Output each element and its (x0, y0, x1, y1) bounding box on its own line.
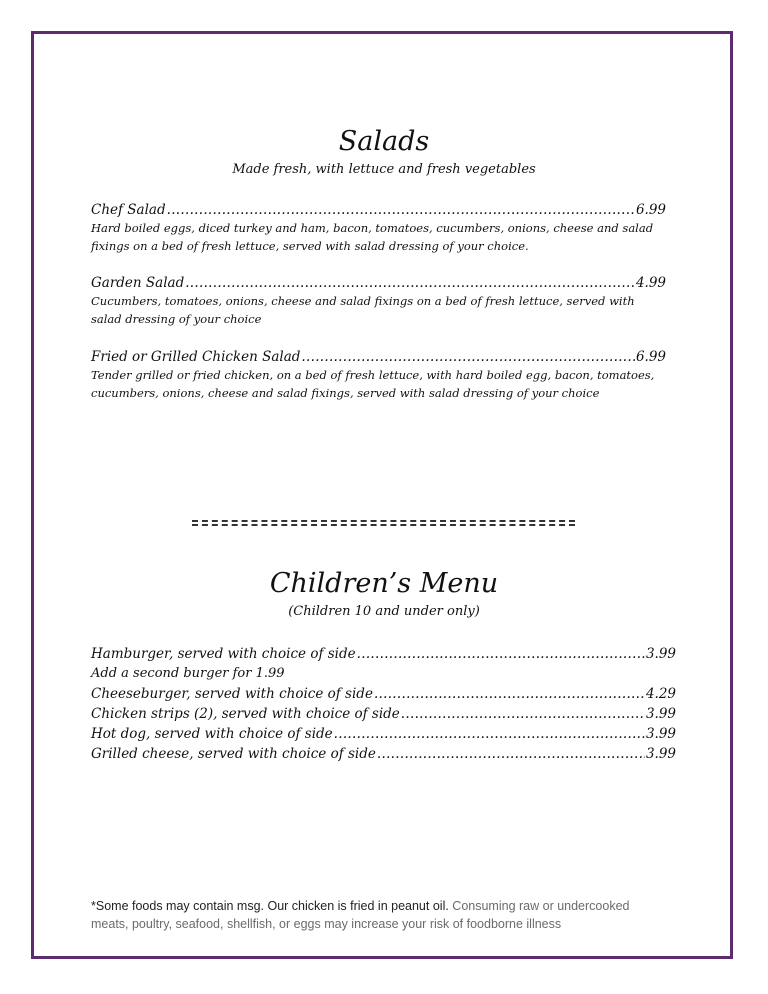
leader-dots (167, 202, 635, 218)
item-price: 3.99 (645, 646, 676, 662)
allergy-notice (91, 897, 671, 933)
menu-item-hamburger (91, 646, 676, 662)
leader-dots (401, 706, 645, 722)
leader-dots (185, 275, 635, 291)
addon-note: Add a second burger for 1.99 (91, 666, 285, 681)
item-name: Hot dog, served with choice of side (91, 726, 333, 742)
menu-item-cheeseburger (91, 686, 676, 702)
item-name: Chef Salad (91, 202, 166, 218)
salads-subtitle: Made fresh, with lettuce and fresh vegetables (232, 162, 536, 177)
item-description: Cucumbers, tomatoes, onions, cheese and salad fixings on a bed of fresh lettuce, served with salad dressing of your choice (91, 294, 635, 326)
raw-food-warning-start: Consuming raw or undercooked (452, 899, 630, 913)
raw-food-warning-rest: meats, poultry, seafood, shellfish, or eggs may increase your risk of foodborne illness (91, 917, 562, 931)
item-name: Fried or Grilled Chicken Salad (91, 349, 301, 365)
msg-peanut-notice: *Some foods may contain msg. Our chicken is fried in peanut oil. (91, 899, 449, 913)
menu-item-grilled-cheese (91, 746, 676, 762)
item-price: 4.99 (635, 275, 666, 291)
item-name: Chicken strips (2), served with choice of side (91, 706, 400, 722)
menu-item-chicken-strips (91, 706, 676, 722)
leader-dots (357, 646, 645, 662)
item-name: Hamburger, served with choice of side (91, 646, 356, 662)
menu-item-hot-dog (91, 726, 676, 742)
menu-item-garden-salad (91, 275, 666, 328)
menu-item-chef-salad (91, 202, 666, 255)
item-price: 3.99 (645, 726, 676, 742)
item-price: 3.99 (645, 746, 676, 762)
section-divider (192, 520, 575, 526)
item-name: Garden Salad (91, 275, 185, 291)
item-price: 4.29 (645, 686, 676, 702)
leader-dots (301, 349, 635, 365)
childrens-menu-subtitle: (Children 10 and under only) (288, 604, 480, 619)
item-name: Grilled cheese, served with choice of side (91, 746, 376, 762)
item-description: Tender grilled or fried chicken, on a bed of fresh lettuce, with hard boiled egg, bacon, tomatoes, cucumbers, onions, cheese and salad fixings, served with salad dressing of your choice (91, 368, 655, 400)
leader-dots (334, 726, 645, 742)
menu-item-chicken-salad (91, 349, 666, 402)
salads-title: Salads (338, 126, 430, 157)
leader-dots (377, 746, 645, 762)
childrens-menu-title: Children’s Menu (269, 568, 499, 599)
item-name: Cheeseburger, served with choice of side (91, 686, 373, 702)
item-price: 3.99 (645, 706, 676, 722)
item-price: 6.99 (635, 202, 666, 218)
leader-dots (374, 686, 645, 702)
item-price: 6.99 (635, 349, 666, 365)
item-description: Hard boiled eggs, diced turkey and ham, bacon, tomatoes, cucumbers, onions, cheese and salad fixings on a bed of fresh lettuce, served with salad dressing of your choice. (91, 221, 654, 253)
